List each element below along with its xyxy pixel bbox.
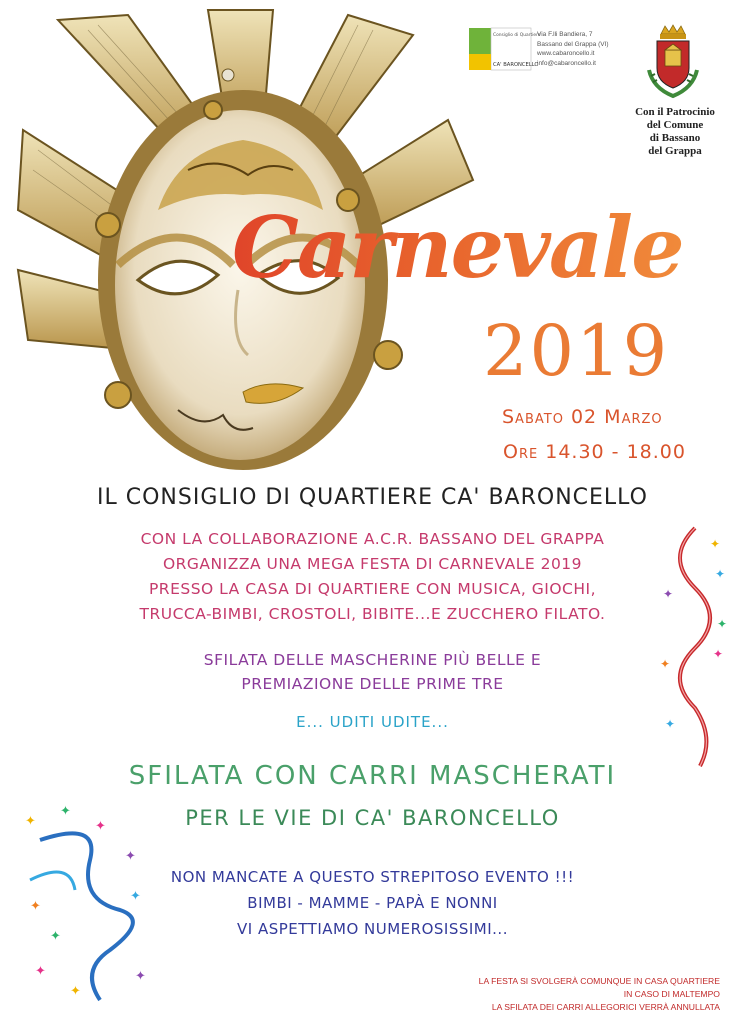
collab-line-1: CON LA COLLABORAZIONE A.C.R. BASSANO DEL GRAPPA — [140, 530, 605, 548]
coat-of-arms-icon — [643, 24, 703, 104]
svg-text:✦: ✦ — [663, 587, 674, 601]
parade-line-1: SFILATA DELLE MASCHERINE PIÙ BELLE E — [203, 651, 542, 669]
streamer-icon — [655, 528, 735, 768]
event-year: 2019 — [483, 310, 670, 392]
footer-line-3: LA SFILATA DEI CARRI ALLEGORICI VERRÀ ANNULLATA — [491, 1002, 720, 1012]
patronage-line-2: del Comune — [646, 119, 704, 131]
svg-text:✦: ✦ — [35, 964, 46, 979]
svg-text:✦: ✦ — [135, 969, 146, 984]
footer-line-1: LA FESTA SI SVOLGERÀ COMUNQUE IN CASA QUARTIERE — [478, 976, 720, 986]
collab-line-3: PRESSO LA CASA DI QUARTIERE CON MUSICA, GIOCHI, — [148, 580, 597, 598]
event-title: Carnevale — [232, 198, 683, 297]
svg-text:✦: ✦ — [125, 849, 136, 864]
svg-text:✦: ✦ — [25, 814, 36, 829]
closing-line-1: NON MANCATE A QUESTO STREPITOSO EVENTO !!! — [170, 868, 575, 886]
event-time: Ore 14.30 - 18.00 — [503, 441, 686, 463]
collab-line-4: TRUCCA-BIMBI, CROSTOLI, BIBITE...E ZUCCHERO FILATO. — [139, 605, 606, 623]
address-website: www.cabaroncello.it — [537, 50, 595, 57]
patronage-line-1: Con il Patrocinio — [635, 106, 715, 118]
patronage-notice — [620, 106, 730, 158]
address-street: Via F.lli Bandiera, 7 — [537, 31, 593, 38]
floats-heading: SFILATA CON CARRI MASCHERATI — [128, 761, 617, 791]
svg-text:✦: ✦ — [660, 657, 671, 671]
sponsor-address — [537, 30, 609, 68]
footer-line-2: IN CASO DI MALTEMPO — [623, 989, 720, 999]
organizer-heading: IL CONSIGLIO DI QUARTIERE CA' BARONCELLO — [97, 485, 648, 510]
address-city: Bassano del Grappa (VI) — [537, 40, 609, 48]
closing-line-3: VI ASPETTIAMO NUMEROSISSIMI... — [237, 920, 508, 938]
event-date: Sabato 02 Marzo — [502, 406, 663, 428]
patronage-line-3: di Bassano — [649, 132, 701, 144]
svg-text:✦: ✦ — [130, 889, 141, 904]
patronage-line-4: del Grappa — [648, 145, 702, 157]
svg-text:✦: ✦ — [710, 537, 721, 551]
svg-text:✦: ✦ — [665, 717, 676, 731]
svg-text:✦: ✦ — [60, 804, 71, 819]
svg-text:✦: ✦ — [30, 899, 41, 914]
svg-text:✦: ✦ — [715, 567, 726, 581]
parade-line-2: PREMIAZIONE DELLE PRIME TRE — [241, 675, 504, 693]
logo-caption: Consiglio di Quartiere — [493, 33, 541, 38]
confetti-icon — [20, 800, 160, 1010]
svg-text:✦: ✦ — [95, 819, 106, 834]
udite-line: E... UDITI UDITE... — [296, 713, 449, 731]
weather-notice — [400, 975, 720, 1014]
sponsor-logo — [469, 28, 541, 70]
address-email: info@cabaroncello.it — [537, 59, 596, 67]
svg-text:✦: ✦ — [713, 647, 724, 661]
collab-line-2: ORGANIZZA UNA MEGA FESTA DI CARNEVALE 2019 — [162, 555, 583, 573]
svg-text:✦: ✦ — [717, 617, 728, 631]
route-line: PER LE VIE DI CA' BARONCELLO — [185, 806, 560, 830]
svg-text:✦: ✦ — [50, 929, 61, 944]
closing-line-2: BIMBI - MAMME - PAPÀ E NONNI — [247, 894, 498, 912]
svg-text:✦: ✦ — [70, 984, 81, 999]
logo-text: CA' BARONCELLO — [493, 62, 539, 68]
